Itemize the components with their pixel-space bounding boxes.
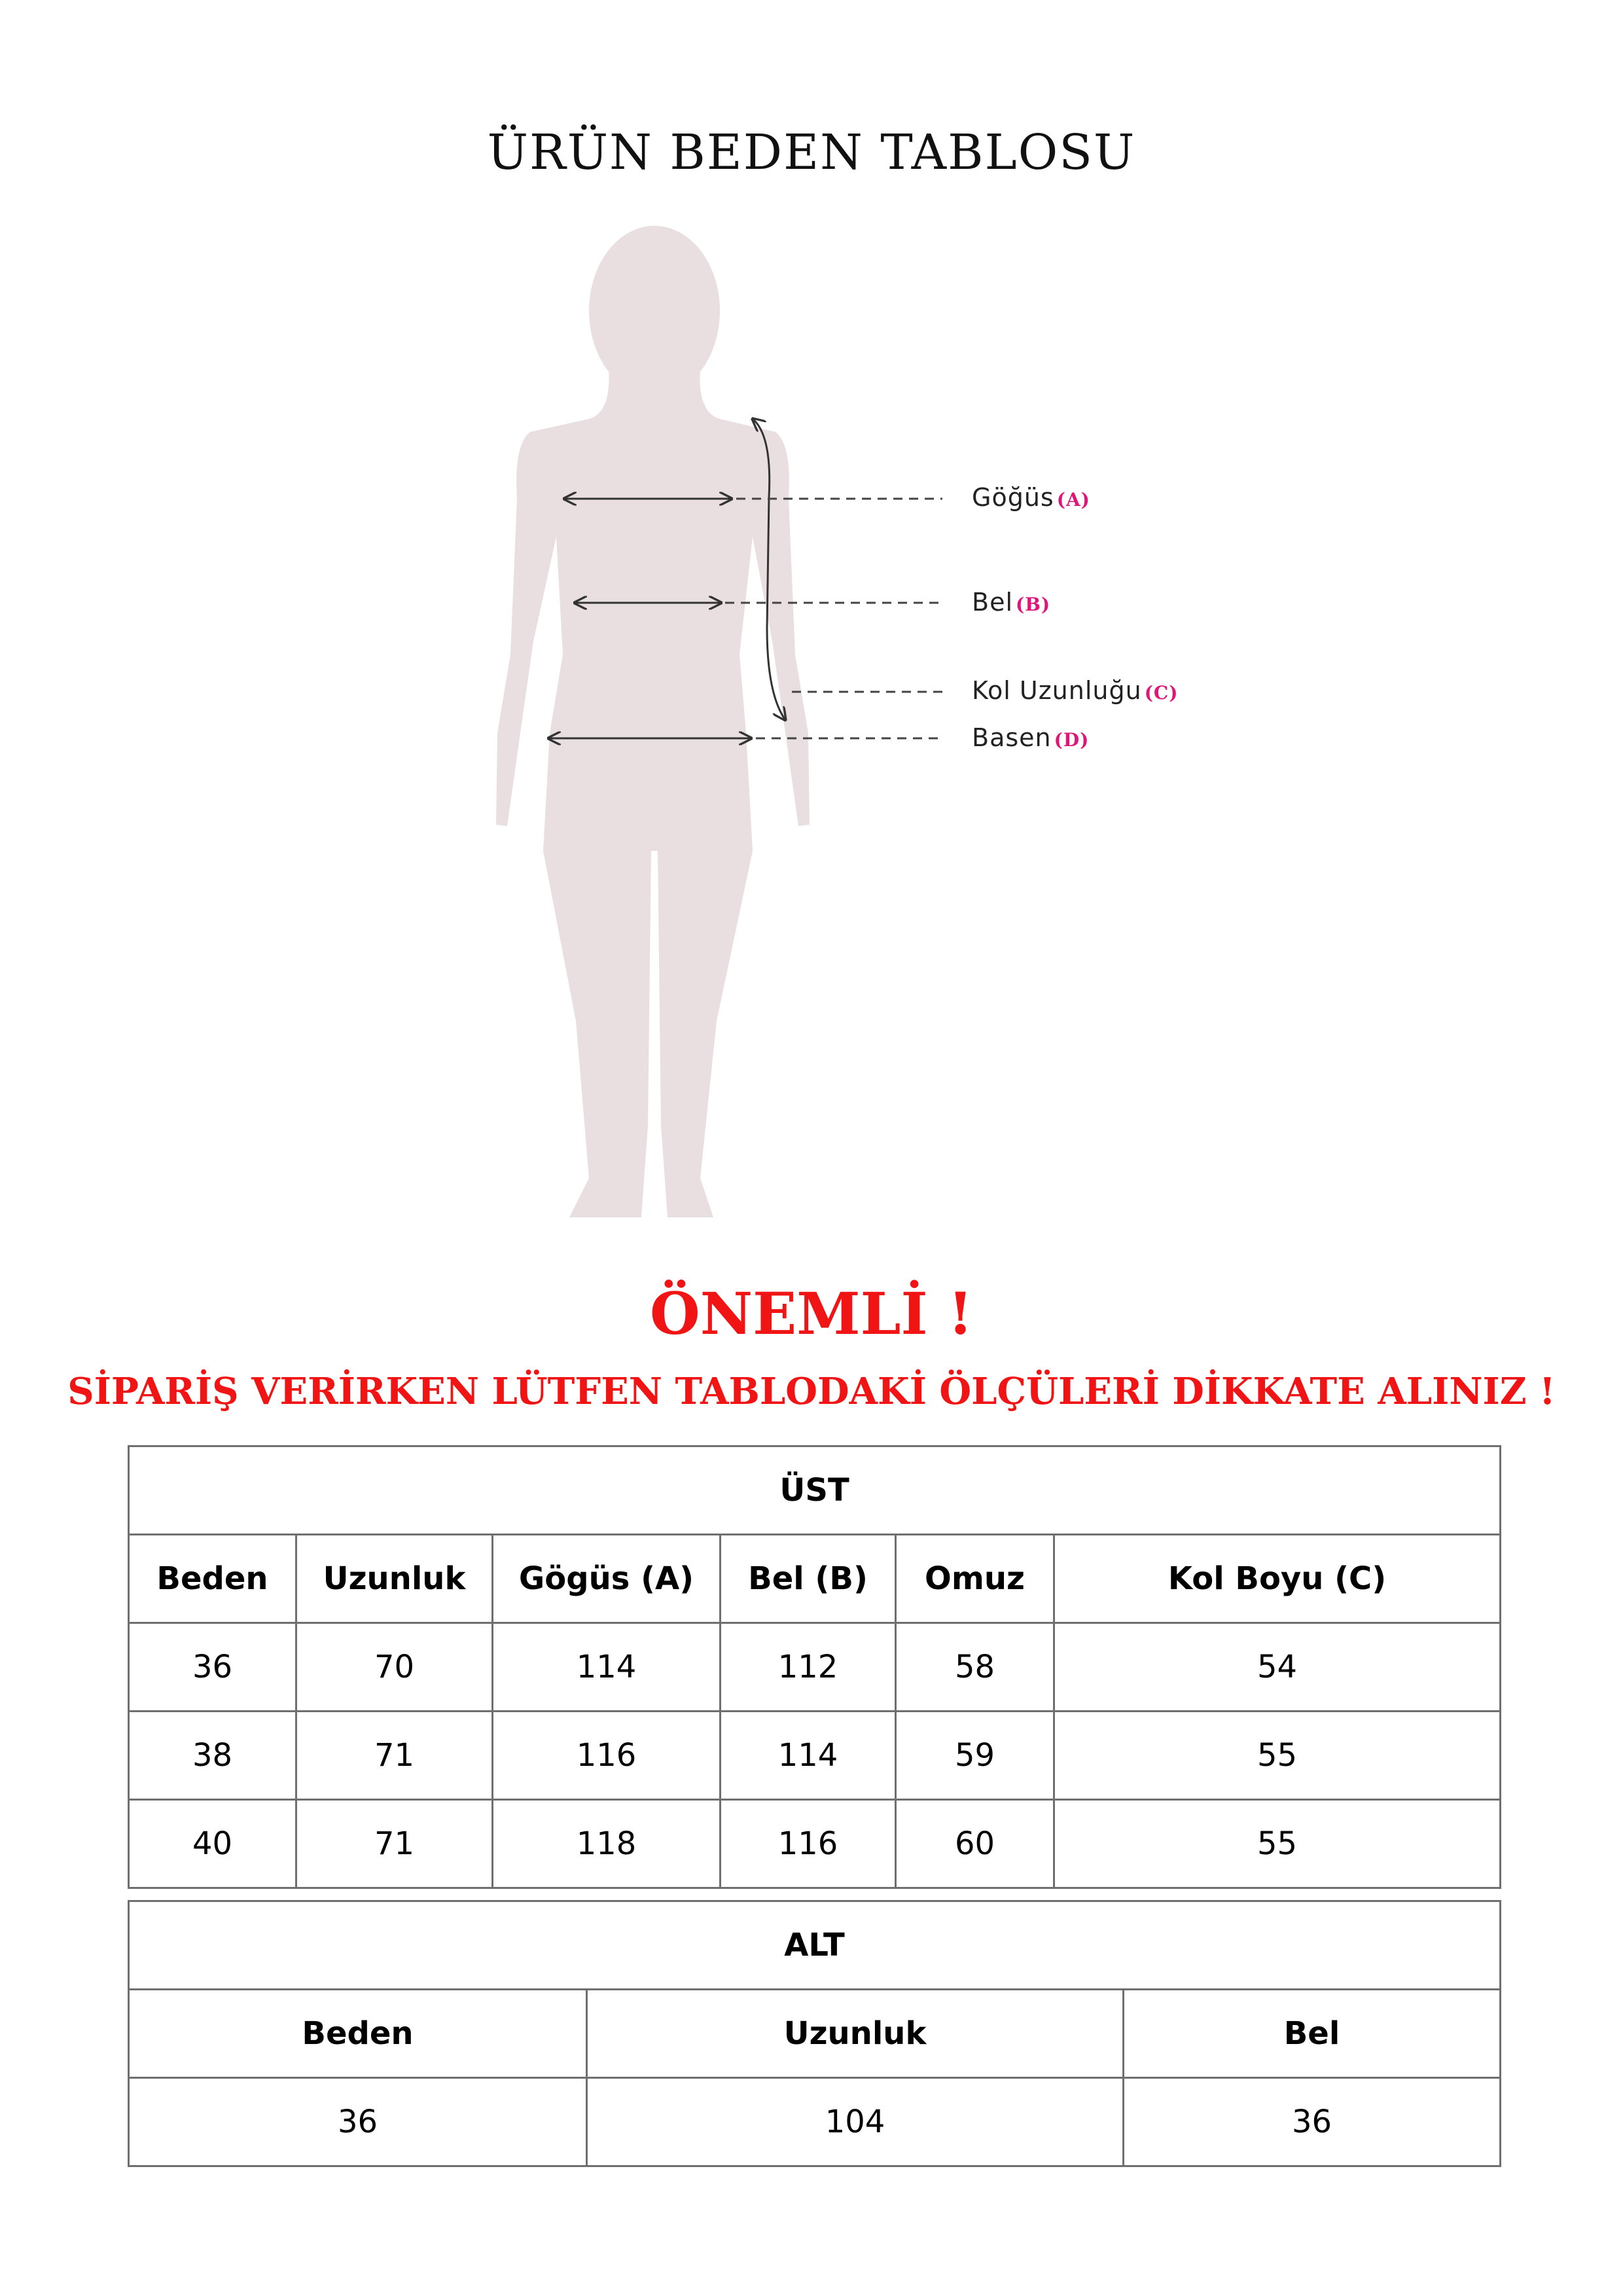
section-title-ust: ÜST xyxy=(129,1446,1501,1535)
section-title-alt: ALT xyxy=(129,1901,1501,1990)
column-header: Gögüs (A) xyxy=(493,1535,721,1623)
table-cell: 114 xyxy=(721,1712,896,1800)
column-header: Bel xyxy=(1124,1990,1501,2078)
measurement-label-bel: Bel (B) xyxy=(972,588,1051,617)
table-row xyxy=(129,1712,1501,1800)
table-cell: 104 xyxy=(587,2078,1124,2166)
measurement-code: (C) xyxy=(1144,682,1179,704)
table-header-row xyxy=(129,1535,1501,1623)
table-row xyxy=(129,1623,1501,1712)
measurement-label-kol-uzunlugu: Kol Uzunluğu (C) xyxy=(972,676,1179,705)
table-cell: 70 xyxy=(296,1623,493,1712)
column-header: Uzunluk xyxy=(587,1990,1124,2078)
female-silhouette xyxy=(496,226,810,1217)
table-cell: 36 xyxy=(129,1623,296,1712)
table-row xyxy=(129,2078,1501,2166)
table-section-row xyxy=(129,1446,1501,1535)
table-cell: 71 xyxy=(296,1800,493,1888)
measurement-code: (D) xyxy=(1054,729,1090,751)
table-cell: 60 xyxy=(896,1800,1054,1888)
table-cell: 71 xyxy=(296,1712,493,1800)
bottom-size-table xyxy=(128,1900,1501,2167)
table-cell: 116 xyxy=(721,1800,896,1888)
column-header: Beden xyxy=(129,1990,587,2078)
table-section-row xyxy=(129,1901,1501,1990)
table-cell: 38 xyxy=(129,1712,296,1800)
page-title: ÜRÜN BEDEN TABLOSU xyxy=(487,124,1136,181)
important-heading: ÖNEMLİ ! xyxy=(650,1280,973,1348)
table-cell: 58 xyxy=(896,1623,1054,1712)
column-header: Beden xyxy=(129,1535,296,1623)
table-cell: 54 xyxy=(1054,1623,1501,1712)
table-cell: 55 xyxy=(1054,1800,1501,1888)
measurement-code: (A) xyxy=(1056,489,1090,511)
table-cell: 114 xyxy=(493,1623,721,1712)
table-cell: 40 xyxy=(129,1800,296,1888)
table-cell: 118 xyxy=(493,1800,721,1888)
top-size-table xyxy=(128,1445,1501,1889)
column-header: Omuz xyxy=(896,1535,1054,1623)
measurement-code: (B) xyxy=(1016,594,1051,615)
table-cell: 36 xyxy=(129,2078,587,2166)
measurement-label-basen: Basen (D) xyxy=(972,723,1090,752)
table-row xyxy=(129,1800,1501,1888)
table-cell: 55 xyxy=(1054,1712,1501,1800)
table-header-row xyxy=(129,1990,1501,2078)
table-cell: 116 xyxy=(493,1712,721,1800)
measurement-label-gogus: Göğüs (A) xyxy=(972,483,1090,512)
table-cell: 59 xyxy=(896,1712,1054,1800)
column-header: Uzunluk xyxy=(296,1535,493,1623)
order-notice: SİPARİŞ VERİRKEN LÜTFEN TABLODAKİ ÖLÇÜLERİ DİKKATE ALINIZ ! xyxy=(67,1370,1556,1413)
column-header: Kol Boyu (C) xyxy=(1054,1535,1501,1623)
table-cell: 36 xyxy=(1124,2078,1501,2166)
table-cell: 112 xyxy=(721,1623,896,1712)
column-header: Bel (B) xyxy=(721,1535,896,1623)
